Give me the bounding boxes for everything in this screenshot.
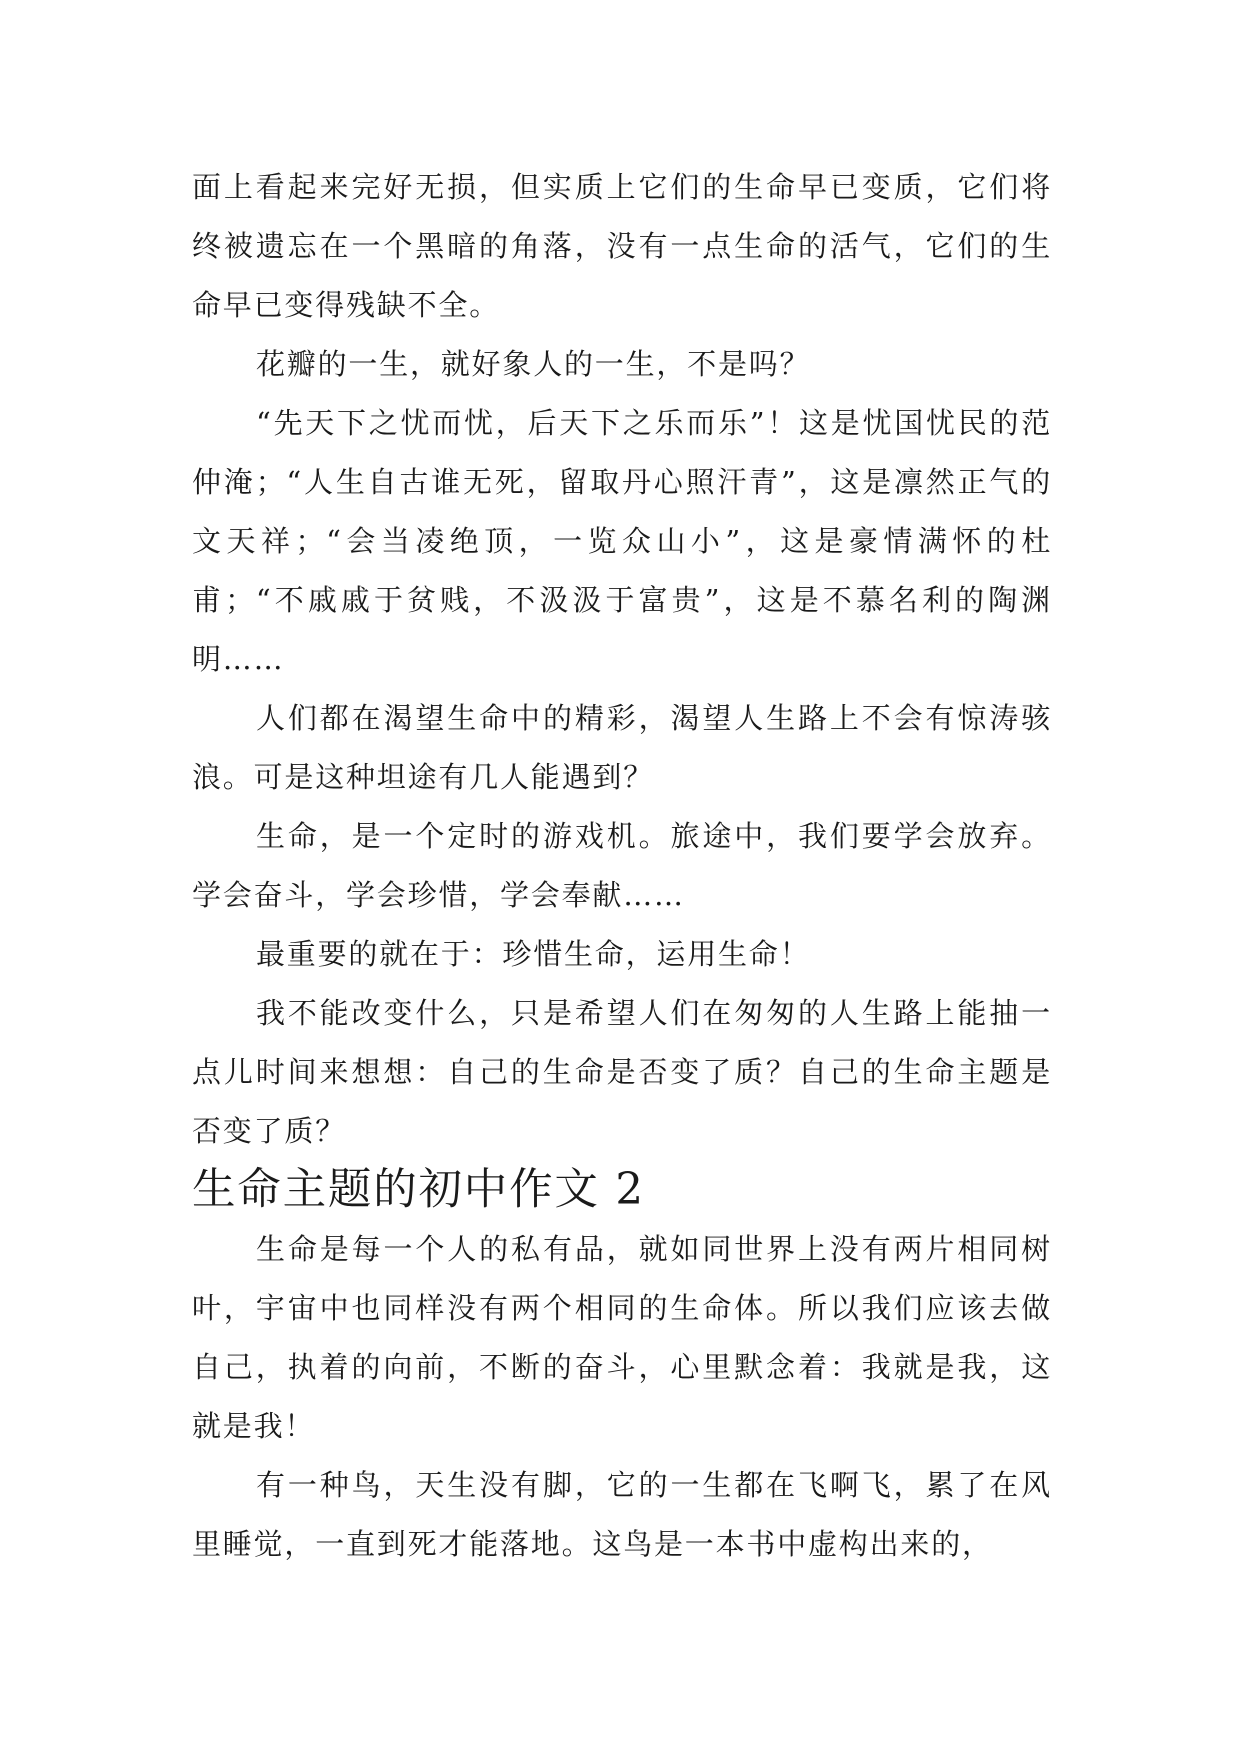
paragraph-7: 我不能改变什么，只是希望人们在匆匆的人生路上能抽一点儿时间来想想：自己的生命是否变了质？自己的生命主题是否变了质？ xyxy=(192,996,1052,1148)
paragraph-2: 花瓣的一生，就好象人的一生，不是吗？ xyxy=(256,347,811,381)
paragraph-6: 最重要的就在于：珍惜生命，运用生命！ xyxy=(256,937,811,971)
paragraph-5: 生命，是一个定时的游戏机。旅途中，我们要学会放弃。学会奋斗，学会珍惜，学会奉献…… xyxy=(192,819,1052,912)
paragraph-4: 人们都在渴望生命中的精彩，渴望人生路上不会有惊涛骇浪。可是这种坦途有几人能遇到？ xyxy=(192,701,1052,794)
section-heading: 生命主题的初中作文 2 xyxy=(192,1165,645,1215)
paragraph-1: 面上看起来完好无损，但实质上它们的生命早已变质，它们将终被遗忘在一个黑暗的角落，没有一点生命的活气，它们的生命早已变得残缺不全。 xyxy=(192,170,1052,322)
document-body xyxy=(192,158,1052,1574)
paragraph-9: 有一种鸟，天生没有脚，它的一生都在飞啊飞，累了在风里睡觉，一直到死才能落地。这鸟是一本书中虚构出来的， xyxy=(192,1468,1052,1561)
paragraph-3: “先天下之忧而忧，后天下之乐而乐”！这是忧国忧民的范仲淹；“人生自古谁无死，留取丹心照汗青”，这是凛然正气的文天祥；“会当凌绝顶，一览众山小”，这是豪情满怀的杜甫；“不戚戚于贫贱，不汲汲于富贵”，这是不慕名利的陶渊明…… xyxy=(192,406,1052,676)
paragraph-8: 生命是每一个人的私有品，就如同世界上没有两片相同树叶，宇宙中也同样没有两个相同的生命体。所以我们应该去做自己，执着的向前，不断的奋斗，心里默念着：我就是我，这就是我！ xyxy=(192,1232,1052,1443)
